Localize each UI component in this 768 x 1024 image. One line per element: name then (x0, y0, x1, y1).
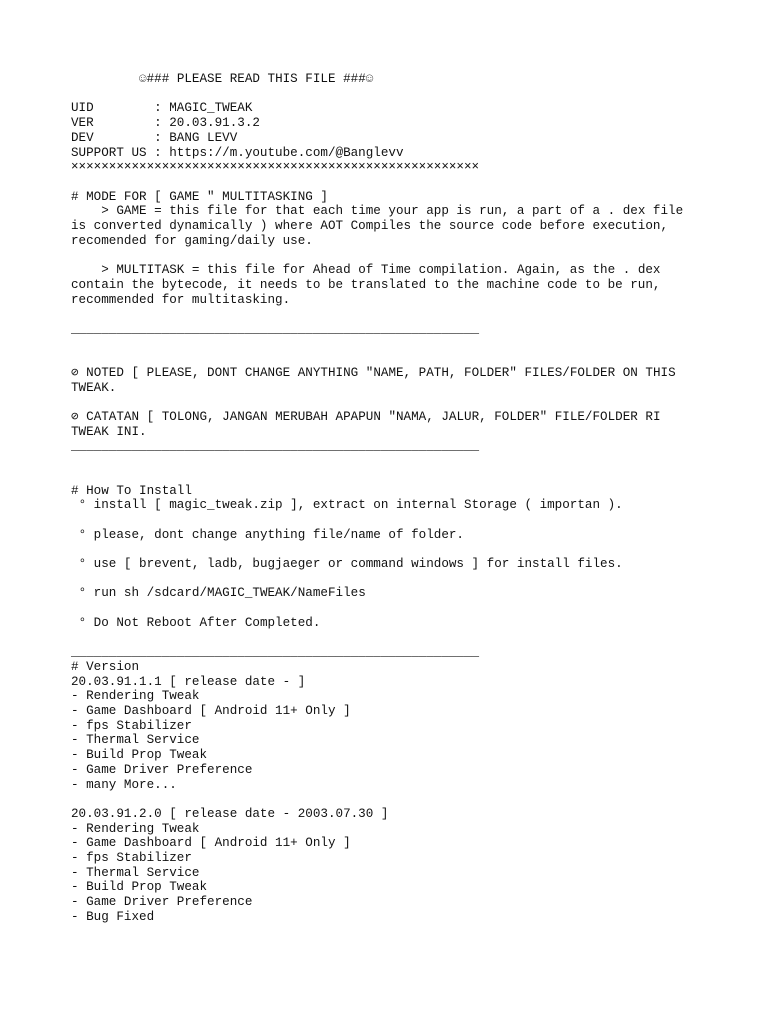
document-line: # How To Install (71, 483, 192, 498)
document-line: - Game Driver Preference (71, 895, 253, 910)
document-line: ⊘ CATATAN [ TOLONG, JANGAN MERUBAH APAPUN "NAMA, JALUR, FOLDER" FILE/FOLDER RI (71, 410, 661, 425)
document-line: - fps Stabilizer (71, 718, 192, 733)
document-line: is converted dynamically ) where AOT Compiles the source code before execution, (71, 219, 669, 233)
document-line: - Build Prop Tweak (71, 880, 208, 895)
document-line: - Game Dashboard [ Android 11+ Only ] (71, 704, 351, 719)
document-line (71, 454, 711, 469)
document-line: ☺### PLEASE READ THIS FILE ###☺ (71, 72, 374, 86)
document-line (71, 601, 711, 616)
document-line: ⊘ NOTED [ PLEASE, DONT CHANGE ANYTHING "NAME, PATH, FOLDER" FILES/FOLDER ON THIS (71, 365, 676, 380)
document-line (71, 87, 711, 102)
document-line: TWEAK. (71, 380, 117, 395)
document-line: ° Do Not Reboot After Completed. (71, 615, 321, 630)
document-line: - many More... (71, 777, 177, 792)
text-document (71, 72, 711, 925)
document-line: > MULTITASK = this file for Ahead of Time compilation. Again, as the . dex (71, 263, 661, 278)
document-line: ×××××××××××××××××××××××××××××××××××××××××××××××××××××× (71, 160, 480, 175)
document-line (71, 337, 711, 352)
document-line: recomended for gaming/daily use. (71, 233, 313, 248)
document-line: # MODE FOR [ GAME " MULTITASKING ] (71, 189, 328, 204)
document-line: - fps Stabilizer (71, 851, 192, 866)
document-line: - Build Prop Tweak (71, 748, 208, 763)
document-line: SUPPORT US : https://m.youtube.com/@Banglevv (71, 145, 404, 160)
document-line: - Bug Fixed (71, 909, 155, 924)
document-line: ° run sh /sdcard/MAGIC_TWEAK/NameFiles (71, 586, 366, 601)
document-line: 20.03.91.1.1 [ release date - ] (71, 674, 306, 689)
document-line: ______________________________________________________ (71, 439, 480, 454)
document-line: VER : 20.03.91.3.2 (71, 116, 260, 131)
document-line: ° use [ brevent, ladb, bugjaeger or command windows ] for install files. (71, 557, 623, 572)
document-line: TWEAK INI. (71, 424, 147, 439)
document-line: DEV : BANG LEVV (71, 130, 238, 145)
document-line (71, 542, 711, 557)
document-line (71, 792, 711, 807)
document-line: 20.03.91.2.0 [ release date - 2003.07.30 ] (71, 806, 389, 821)
document-line (71, 307, 711, 322)
document-line: ______________________________________________________ (71, 645, 480, 660)
document-line: - Game Driver Preference (71, 762, 253, 777)
document-line: # Version (71, 659, 140, 674)
document-line: recommended for multitasking. (71, 292, 291, 307)
document-line (71, 351, 711, 366)
document-line (71, 631, 711, 646)
document-line: UID : MAGIC_TWEAK (71, 101, 253, 116)
document-line (71, 469, 711, 484)
document-line: - Game Dashboard [ Android 11+ Only ] (71, 836, 351, 851)
document-line (71, 395, 711, 410)
document-line: - Thermal Service (71, 865, 200, 880)
document-line: > GAME = this file for that each time your app is run, a part of a . dex file (71, 204, 684, 219)
document-line: ° install [ magic_tweak.zip ], extract on internal Storage ( importan ). (71, 498, 623, 513)
document-line: ______________________________________________________ (71, 321, 480, 336)
document-line (71, 513, 711, 528)
document-line: - Rendering Tweak (71, 821, 200, 836)
document-line: - Rendering Tweak (71, 689, 200, 704)
document-line (71, 248, 711, 263)
document-line: ° please, dont change anything file/name of folder. (71, 527, 464, 542)
document-line: contain the bytecode, it needs to be translated to the machine code to be run, (71, 277, 661, 292)
document-line (71, 175, 711, 190)
document-line: - Thermal Service (71, 733, 200, 748)
document-line (71, 572, 711, 587)
